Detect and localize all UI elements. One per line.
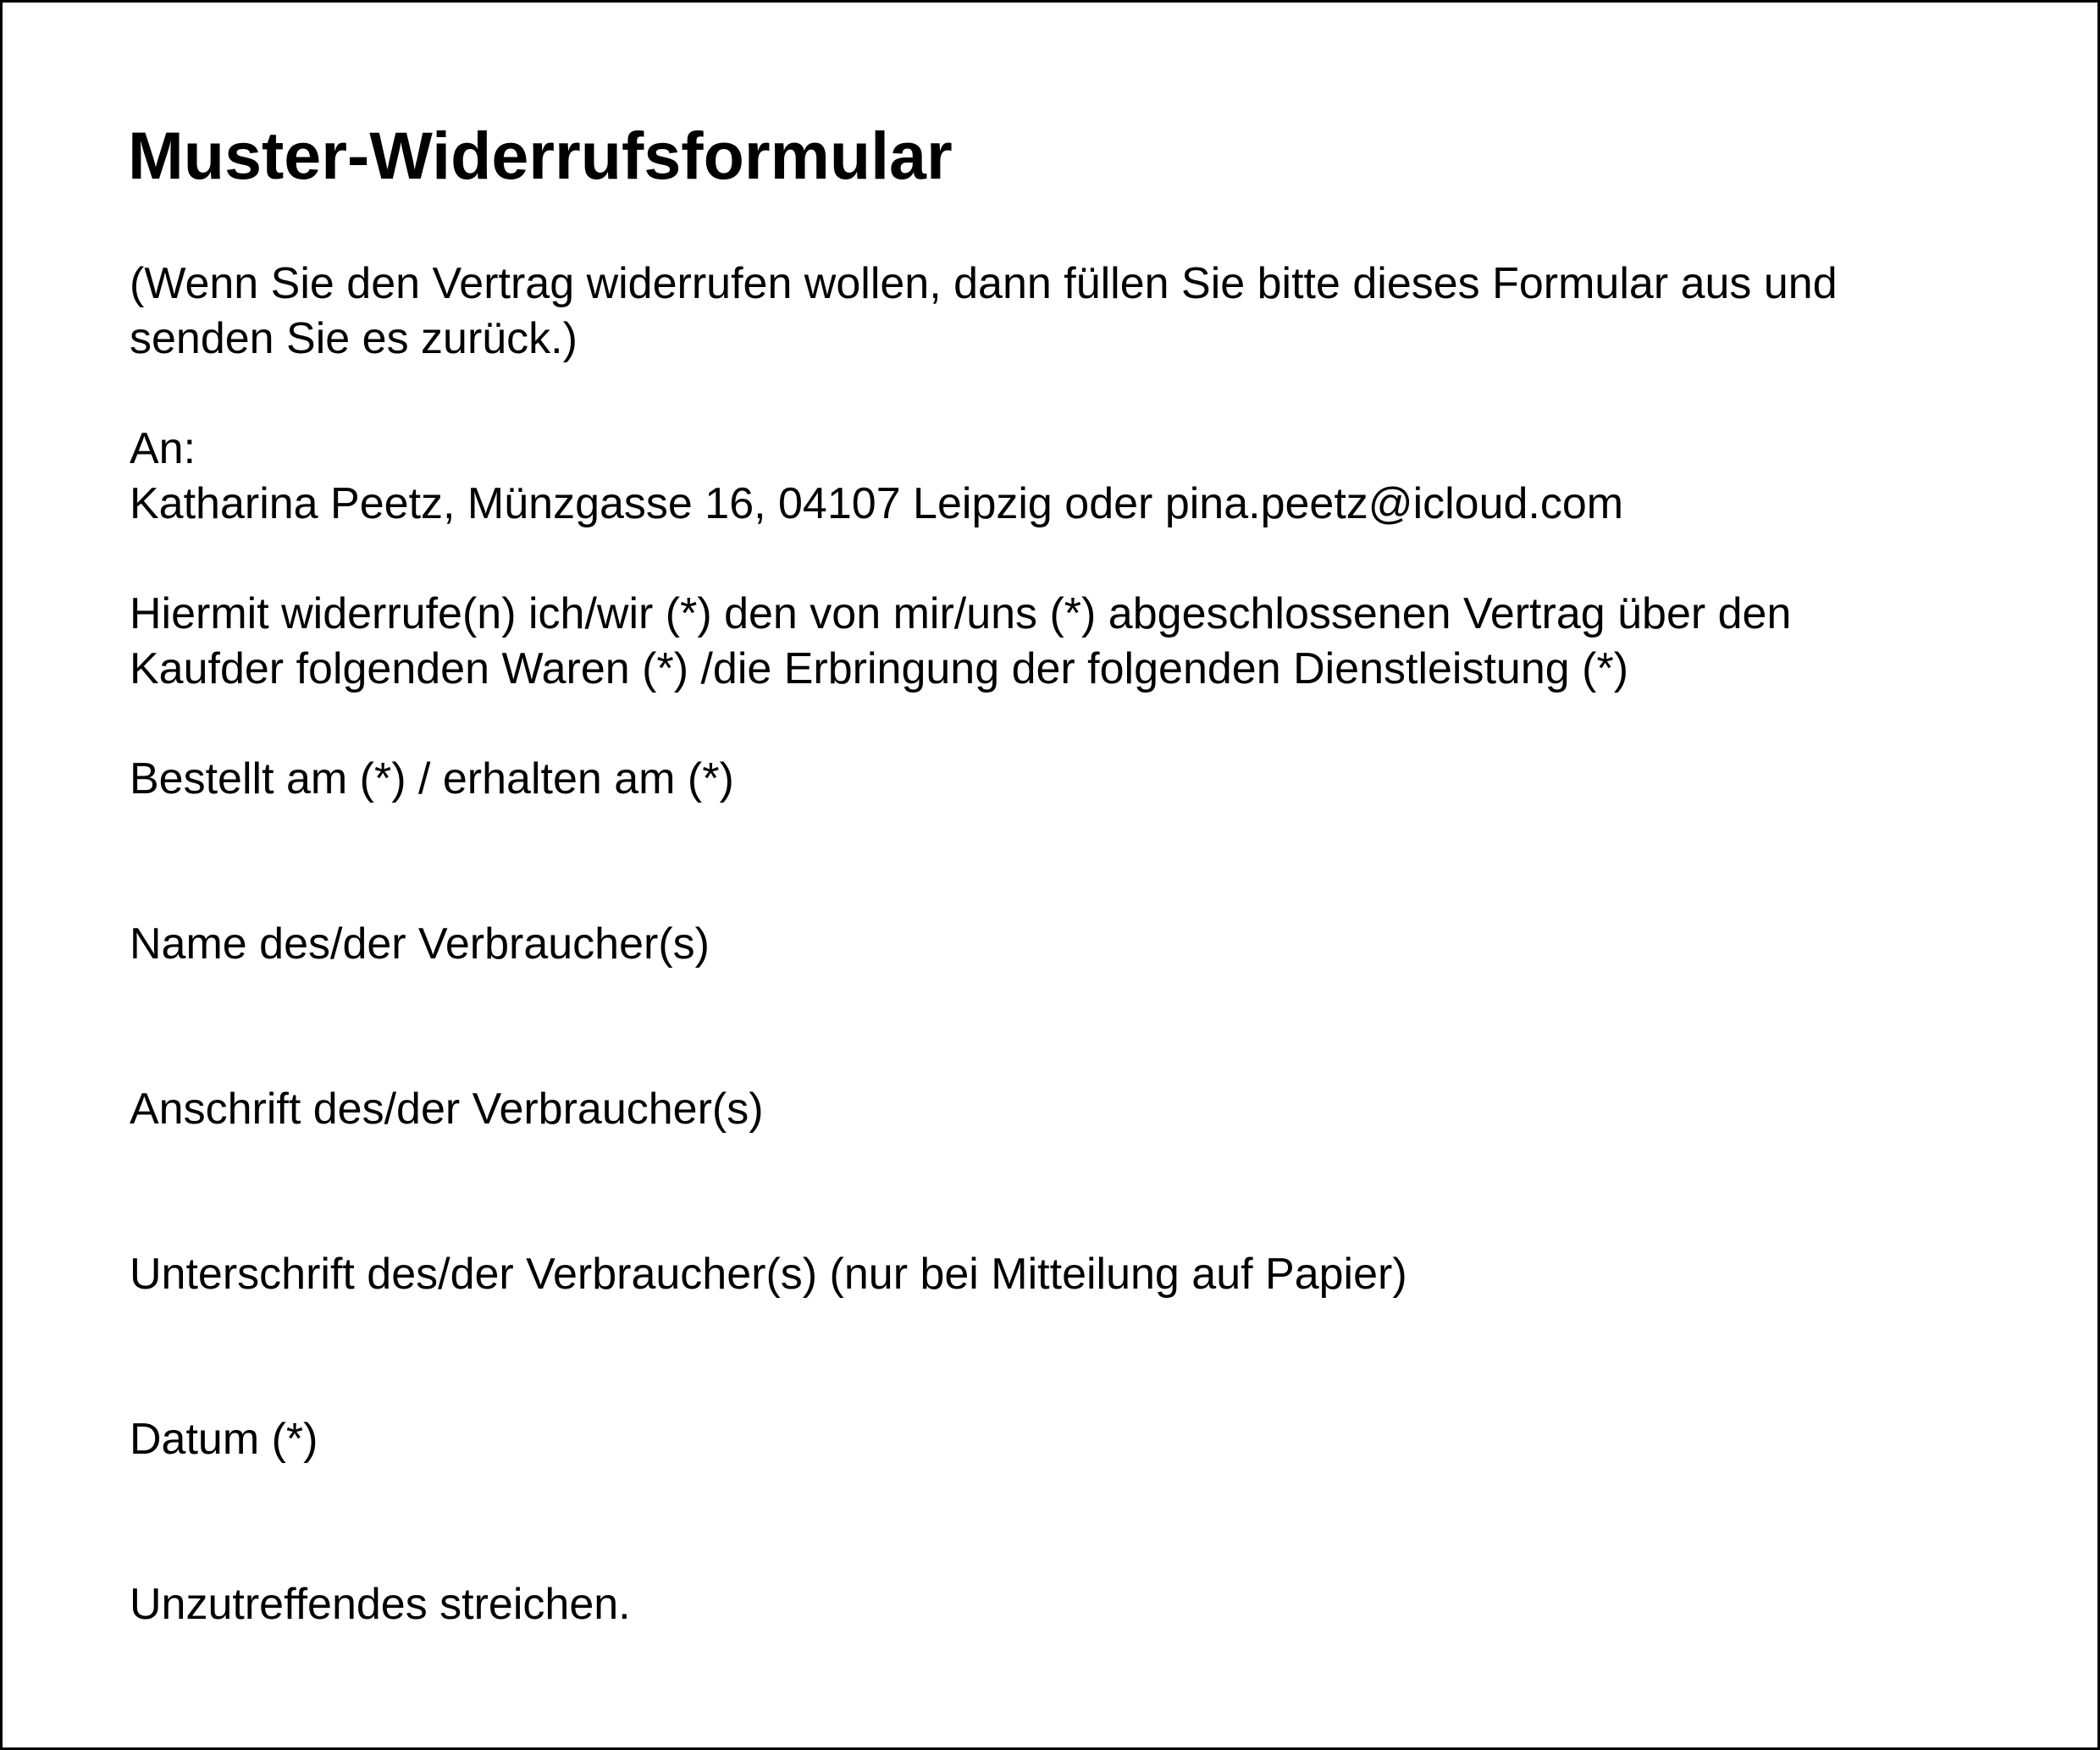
declaration-line: Hiermit widerrufe(n) ich/wir (*) den von mir/uns (*) abgeschlossenen Vertrag über den [130, 589, 1792, 638]
footnote: Unzutreffendes streichen. [130, 1580, 631, 1629]
ordered-received-field: Bestellt am (*) / erhalten am (*) [130, 754, 734, 803]
date-field: Datum (*) [130, 1415, 318, 1464]
intro-line: (Wenn Sie den Vertrag widerrufen wollen, dann füllen Sie bitte dieses Formular aus und [130, 259, 1838, 308]
declaration-line: Kaufder folgenden Waren (*) /die Erbringung der folgenden Dienstleistung (*) [130, 644, 1629, 693]
recipient-block [130, 422, 1623, 532]
recipient-address: Katharina Peetz, Münzgasse 16, 04107 Leipzig oder pina.peetz@icloud.com [130, 479, 1624, 528]
intro-paragraph [130, 257, 1838, 367]
page-title: Muster-Widerrufsformular [128, 118, 953, 193]
consumer-address-field: Anschrift des/der Verbraucher(s) [130, 1085, 764, 1134]
declaration-paragraph [130, 587, 1791, 697]
intro-line: senden Sie es zurück.) [130, 314, 578, 363]
consumer-signature-field: Unterschrift des/der Verbraucher(s) (nur bei Mitteilung auf Papier) [130, 1250, 1407, 1299]
recipient-label: An: [130, 424, 196, 473]
consumer-name-field: Name des/der Verbraucher(s) [130, 919, 710, 969]
